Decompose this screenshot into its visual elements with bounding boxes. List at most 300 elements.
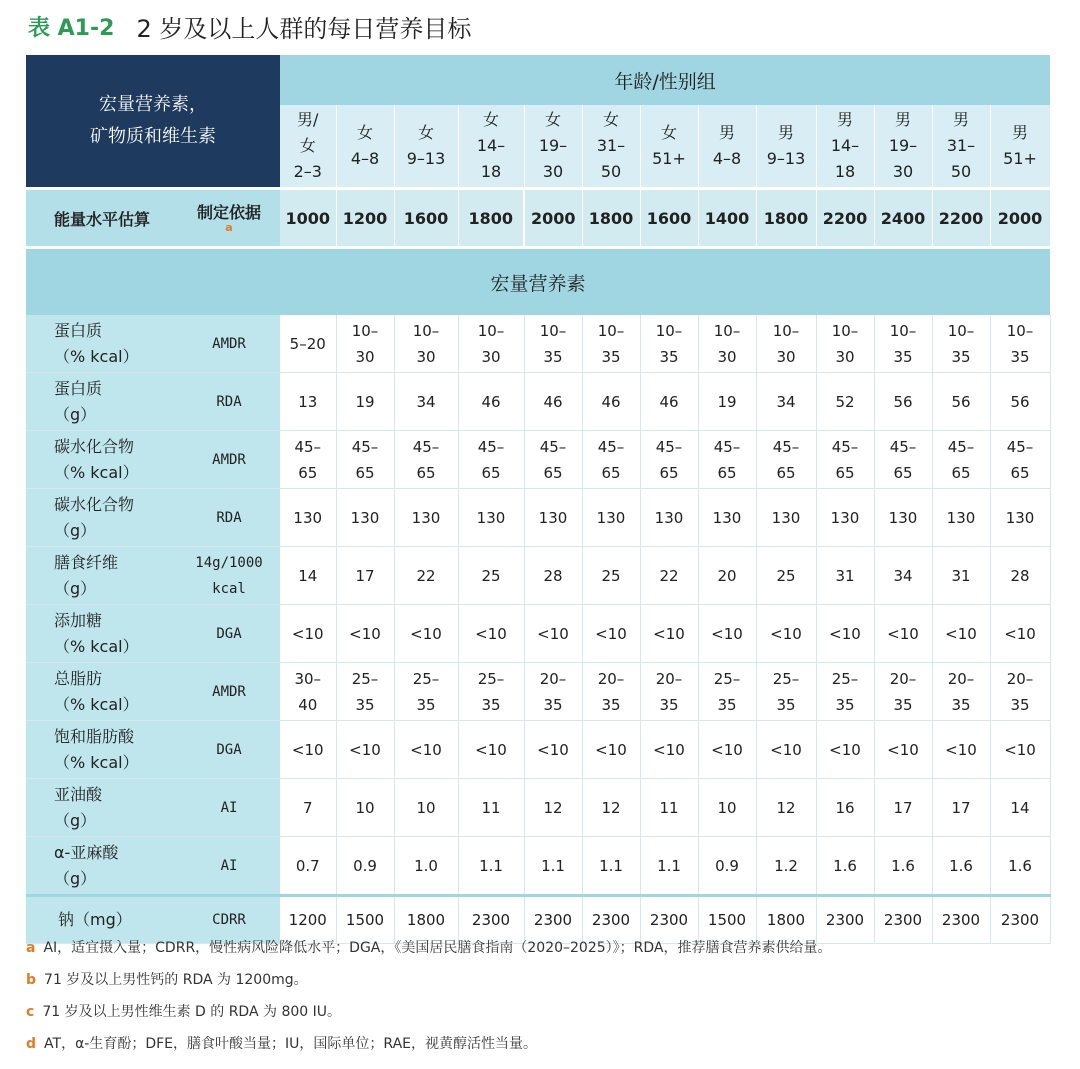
value-cell bbox=[816, 837, 874, 896]
value-line: <10 bbox=[349, 740, 381, 759]
age-group-header bbox=[458, 105, 524, 189]
value-cell bbox=[640, 605, 698, 663]
value-line: 35 bbox=[659, 347, 679, 366]
age-group-line: 19– bbox=[538, 136, 568, 155]
value-cell bbox=[874, 315, 932, 373]
value-line: 65 bbox=[951, 463, 971, 482]
value-cell bbox=[698, 547, 756, 605]
energy-value: 2000 bbox=[990, 189, 1050, 248]
value-line: <10 bbox=[945, 740, 977, 759]
value-line: 45– bbox=[539, 437, 567, 456]
value-line: <10 bbox=[945, 624, 977, 643]
age-group-header bbox=[336, 105, 394, 189]
value-cell bbox=[698, 489, 756, 547]
value-cell bbox=[874, 663, 932, 721]
nutrient-unit: （g） bbox=[54, 810, 97, 830]
age-group-line: 男 bbox=[952, 110, 969, 129]
value-cell bbox=[582, 663, 640, 721]
value-cell bbox=[582, 779, 640, 837]
value-cell bbox=[874, 779, 932, 837]
value-line: 65 bbox=[893, 463, 913, 482]
value-line: 35 bbox=[543, 347, 563, 366]
table-row bbox=[26, 605, 1050, 663]
value-cell bbox=[816, 721, 874, 779]
value-cell bbox=[336, 605, 394, 663]
value-cell bbox=[756, 373, 816, 431]
value-line: 10– bbox=[655, 321, 683, 340]
age-group-line: 女 bbox=[417, 123, 434, 142]
value-cell bbox=[756, 547, 816, 605]
value-line: 10– bbox=[477, 321, 505, 340]
value-line: 25– bbox=[713, 669, 741, 688]
value-line: 1.6 bbox=[1008, 856, 1032, 875]
value-cell bbox=[698, 779, 756, 837]
nutrient-unit: （g） bbox=[54, 578, 97, 598]
header-nutrient-label: 宏量营养素， 矿物质和维生素 bbox=[26, 55, 280, 189]
value-line: 45– bbox=[1006, 437, 1034, 456]
age-group-header bbox=[874, 105, 932, 189]
value-line: 17 bbox=[951, 798, 971, 817]
value-line: 35 bbox=[1010, 347, 1030, 366]
value-line: 30– bbox=[294, 669, 322, 688]
value-line: 25 bbox=[776, 566, 796, 585]
value-line: <10 bbox=[770, 624, 802, 643]
value-line: 130 bbox=[771, 508, 801, 527]
value-cell bbox=[816, 547, 874, 605]
section-macronutrients: 宏量营养素 bbox=[26, 248, 1050, 316]
nutrient-name bbox=[26, 431, 178, 489]
value-cell bbox=[336, 373, 394, 431]
value-cell bbox=[458, 547, 524, 605]
value-line: 65 bbox=[776, 463, 796, 482]
energy-basis: 制定依据 a bbox=[178, 189, 280, 248]
energy-value: 2000 bbox=[524, 189, 582, 248]
value-line: 19 bbox=[355, 392, 375, 411]
value-line: 35 bbox=[776, 695, 796, 714]
value-line: 30 bbox=[717, 347, 737, 366]
value-cell bbox=[394, 779, 458, 837]
energy-value: 2400 bbox=[874, 189, 932, 248]
value-line: 1.1 bbox=[599, 856, 623, 875]
value-cell bbox=[280, 605, 336, 663]
age-group-line: 女 bbox=[544, 110, 561, 129]
value-cell bbox=[640, 779, 698, 837]
value-cell bbox=[990, 721, 1050, 779]
value-line: 130 bbox=[946, 508, 976, 527]
value-line: 20– bbox=[539, 669, 567, 688]
value-cell bbox=[756, 431, 816, 489]
age-group-line: 9–13 bbox=[406, 149, 446, 168]
value-cell bbox=[990, 489, 1050, 547]
footnote-text: 71 岁及以上男性维生素 D 的 RDA 为 800 IU。 bbox=[42, 1004, 341, 1020]
age-group-line: 14– bbox=[830, 136, 860, 155]
basis-line1: AMDR bbox=[212, 451, 246, 468]
nutrient-basis: CDRR bbox=[178, 896, 280, 944]
value-line: 31 bbox=[951, 566, 971, 585]
value-line: <10 bbox=[595, 624, 627, 643]
value-cell bbox=[640, 373, 698, 431]
nutrient-unit: （% kcal） bbox=[54, 462, 139, 482]
age-group-header bbox=[756, 105, 816, 189]
value-cell bbox=[280, 779, 336, 837]
value-cell bbox=[816, 431, 874, 489]
basis-line1: AMDR bbox=[212, 335, 246, 352]
value-cell bbox=[990, 663, 1050, 721]
nutrient-name-line1: 总脂肪 bbox=[54, 668, 103, 688]
value-cell bbox=[990, 373, 1050, 431]
value-line: 40 bbox=[298, 695, 318, 714]
value-cell bbox=[582, 837, 640, 896]
nutrient-name bbox=[26, 663, 178, 721]
nutrient-name bbox=[26, 837, 178, 896]
value-cell bbox=[640, 315, 698, 373]
value-line: 1.1 bbox=[657, 856, 681, 875]
value-line: 130 bbox=[1005, 508, 1035, 527]
value-cell bbox=[874, 837, 932, 896]
basis-line1: RDA bbox=[216, 393, 242, 410]
value-line: 25 bbox=[601, 566, 621, 585]
nutrient-basis bbox=[178, 721, 280, 779]
value-cell bbox=[458, 837, 524, 896]
value-cell bbox=[336, 489, 394, 547]
table-title: 2 岁及以上人群的每日营养目标 bbox=[136, 14, 472, 43]
value-line: <10 bbox=[653, 740, 685, 759]
value-line: 14 bbox=[1010, 798, 1030, 817]
value-cell bbox=[280, 721, 336, 779]
value-cell bbox=[698, 837, 756, 896]
table-row bbox=[26, 431, 1050, 489]
value-line: 45– bbox=[772, 437, 800, 456]
age-group-line: 男 bbox=[1012, 123, 1029, 142]
footnotes bbox=[26, 932, 1056, 1060]
value-line: 30 bbox=[355, 347, 375, 366]
value-line: 65 bbox=[1010, 463, 1030, 482]
value-cell: 2300 bbox=[816, 896, 874, 944]
basis-line1: AMDR bbox=[212, 683, 246, 700]
nutrient-name bbox=[26, 605, 178, 663]
value-cell bbox=[280, 837, 336, 896]
value-cell bbox=[990, 547, 1050, 605]
nutrient-unit: （g） bbox=[54, 520, 97, 540]
value-line: 10– bbox=[1006, 321, 1034, 340]
value-cell bbox=[640, 663, 698, 721]
nutrient-name-line1: 碳水化合物 bbox=[54, 494, 135, 514]
value-line: 56 bbox=[951, 392, 971, 411]
value-cell: 2300 bbox=[932, 896, 990, 944]
nutrient-basis bbox=[178, 315, 280, 373]
value-line: 45– bbox=[713, 437, 741, 456]
value-line: 30 bbox=[416, 347, 436, 366]
value-cell bbox=[816, 489, 874, 547]
value-line: 45– bbox=[412, 437, 440, 456]
value-line: 46 bbox=[601, 392, 621, 411]
value-line: 45– bbox=[294, 437, 322, 456]
footnote-text: AT，α-生育酚；DFE，膳食叶酸当量；IU，国际单位；RAE，视黄醇活性当量。 bbox=[44, 1036, 537, 1052]
age-group-header bbox=[816, 105, 874, 189]
value-line: 1.6 bbox=[891, 856, 915, 875]
value-cell bbox=[280, 547, 336, 605]
value-line: 19 bbox=[717, 392, 737, 411]
basis-line1: AI bbox=[220, 857, 238, 874]
value-cell bbox=[582, 605, 640, 663]
age-group-line: 51+ bbox=[652, 149, 686, 168]
energy-value: 1800 bbox=[582, 189, 640, 248]
value-line: 45– bbox=[655, 437, 683, 456]
value-line: 35 bbox=[601, 695, 621, 714]
nutrient-name-line1: 蛋白质 bbox=[54, 378, 103, 398]
footnote bbox=[26, 1028, 1056, 1060]
value-cell bbox=[458, 489, 524, 547]
value-cell bbox=[524, 489, 582, 547]
value-cell bbox=[816, 373, 874, 431]
value-line: 35 bbox=[481, 695, 501, 714]
table-row bbox=[26, 721, 1050, 779]
value-cell: 1500 bbox=[336, 896, 394, 944]
value-line: 45– bbox=[947, 437, 975, 456]
value-line: 10– bbox=[713, 321, 741, 340]
value-cell bbox=[524, 721, 582, 779]
value-line: 52 bbox=[835, 392, 855, 411]
nutrient-name-line1: 膳食纤维 bbox=[54, 552, 119, 572]
value-line: 35 bbox=[355, 695, 375, 714]
value-cell bbox=[874, 547, 932, 605]
energy-value: 1000 bbox=[280, 189, 336, 248]
energy-value: 1800 bbox=[458, 189, 524, 248]
nutrient-name-line1: 蛋白质 bbox=[54, 320, 103, 340]
nutrient-name bbox=[26, 779, 178, 837]
nutrient-unit: （% kcal） bbox=[54, 694, 139, 714]
value-line: <10 bbox=[711, 740, 743, 759]
value-cell bbox=[698, 663, 756, 721]
value-cell bbox=[640, 837, 698, 896]
footnote bbox=[26, 996, 1056, 1028]
value-line: <10 bbox=[349, 624, 381, 643]
energy-label: 能量水平估算 bbox=[26, 189, 178, 248]
value-cell bbox=[280, 315, 336, 373]
value-line: <10 bbox=[1004, 624, 1036, 643]
value-line: 1.2 bbox=[774, 856, 798, 875]
energy-value: 2200 bbox=[932, 189, 990, 248]
value-cell bbox=[458, 721, 524, 779]
value-line: 130 bbox=[830, 508, 860, 527]
value-cell bbox=[990, 431, 1050, 489]
age-group-line: 50 bbox=[950, 162, 972, 181]
value-cell bbox=[336, 779, 394, 837]
age-group-line: 女 bbox=[660, 123, 677, 142]
value-line: 10 bbox=[355, 798, 375, 817]
value-cell bbox=[932, 373, 990, 431]
value-cell bbox=[524, 663, 582, 721]
value-cell bbox=[932, 837, 990, 896]
value-line: 20 bbox=[717, 566, 737, 585]
value-cell bbox=[458, 315, 524, 373]
table-tag: 表 A1-2 bbox=[28, 15, 115, 41]
value-line: 1.6 bbox=[949, 856, 973, 875]
value-line: 1.6 bbox=[833, 856, 857, 875]
value-cell: 1500 bbox=[698, 896, 756, 944]
age-group-line: 9–13 bbox=[766, 149, 806, 168]
age-group-line: 2–3 bbox=[293, 162, 322, 181]
value-cell bbox=[582, 547, 640, 605]
age-group-line: 女 bbox=[299, 136, 316, 155]
value-line: 20– bbox=[655, 669, 683, 688]
value-line: 34 bbox=[893, 566, 913, 585]
value-cell: 2300 bbox=[640, 896, 698, 944]
value-line: 45– bbox=[889, 437, 917, 456]
nutrient-name bbox=[26, 315, 178, 373]
age-group-line: 30 bbox=[542, 162, 564, 181]
value-line: <10 bbox=[291, 624, 324, 643]
value-line: 31 bbox=[835, 566, 855, 585]
header-age-sex-group: 年龄/性别组 bbox=[280, 55, 1050, 105]
value-cell bbox=[394, 315, 458, 373]
table-row bbox=[26, 315, 1050, 373]
nutrient-basis bbox=[178, 431, 280, 489]
value-cell bbox=[756, 315, 816, 373]
nutrient-basis bbox=[178, 663, 280, 721]
value-line: 28 bbox=[543, 566, 563, 585]
value-line: 130 bbox=[654, 508, 684, 527]
value-line: <10 bbox=[887, 740, 919, 759]
value-cell bbox=[932, 489, 990, 547]
value-line: <10 bbox=[711, 624, 743, 643]
value-line: <10 bbox=[1004, 740, 1036, 759]
value-line: 130 bbox=[888, 508, 918, 527]
value-cell: 1800 bbox=[756, 896, 816, 944]
value-cell bbox=[640, 489, 698, 547]
nutrient-unit: （% kcal） bbox=[54, 636, 139, 656]
value-cell bbox=[874, 489, 932, 547]
value-line: 46 bbox=[659, 392, 679, 411]
value-cell bbox=[336, 315, 394, 373]
nutrient-basis bbox=[178, 373, 280, 431]
value-cell bbox=[756, 663, 816, 721]
value-line: 35 bbox=[835, 695, 855, 714]
value-line: 35 bbox=[1010, 695, 1030, 714]
value-cell bbox=[394, 721, 458, 779]
value-cell: 2300 bbox=[582, 896, 640, 944]
value-cell bbox=[640, 547, 698, 605]
value-cell bbox=[874, 431, 932, 489]
table-row bbox=[26, 837, 1050, 896]
value-cell bbox=[336, 547, 394, 605]
value-line: 35 bbox=[951, 695, 971, 714]
value-line: 1.0 bbox=[414, 856, 438, 875]
value-line: 10– bbox=[889, 321, 917, 340]
footnote-label: c bbox=[26, 1004, 35, 1020]
age-group-header bbox=[640, 105, 698, 189]
nutrition-table bbox=[26, 55, 1051, 944]
value-line: <10 bbox=[475, 624, 507, 643]
value-line: 20– bbox=[947, 669, 975, 688]
value-line: 35 bbox=[951, 347, 971, 366]
value-line: <10 bbox=[653, 624, 685, 643]
value-line: 65 bbox=[835, 463, 855, 482]
value-cell bbox=[932, 547, 990, 605]
age-group-line: 19– bbox=[888, 136, 918, 155]
energy-value: 1800 bbox=[756, 189, 816, 248]
age-group-header bbox=[280, 105, 336, 189]
value-cell bbox=[458, 663, 524, 721]
value-line: 35 bbox=[601, 347, 621, 366]
value-line: 16 bbox=[835, 798, 855, 817]
value-line: 5–20 bbox=[289, 334, 326, 353]
energy-value: 1200 bbox=[336, 189, 394, 248]
value-line: 65 bbox=[298, 463, 318, 482]
value-cell bbox=[582, 315, 640, 373]
value-line: 25– bbox=[477, 669, 505, 688]
value-cell bbox=[524, 315, 582, 373]
value-line: <10 bbox=[410, 624, 442, 643]
value-line: 130 bbox=[596, 508, 626, 527]
value-line: 28 bbox=[1010, 566, 1030, 585]
value-cell bbox=[394, 431, 458, 489]
age-group-line: 男 bbox=[718, 123, 735, 142]
value-cell bbox=[524, 837, 582, 896]
value-cell bbox=[524, 547, 582, 605]
value-cell bbox=[932, 663, 990, 721]
footnote bbox=[26, 964, 1056, 996]
value-line: 10– bbox=[412, 321, 440, 340]
value-cell bbox=[582, 431, 640, 489]
value-cell bbox=[698, 721, 756, 779]
value-cell bbox=[640, 721, 698, 779]
nutrient-name bbox=[26, 489, 178, 547]
basis-line1: RDA bbox=[216, 509, 242, 526]
value-line: 20– bbox=[597, 669, 625, 688]
value-cell bbox=[816, 779, 874, 837]
value-line: 25– bbox=[412, 669, 440, 688]
value-cell: 2300 bbox=[524, 896, 582, 944]
footnote-text: 71 岁及以上男性钙的 RDA 为 1200mg。 bbox=[44, 972, 308, 988]
value-cell bbox=[698, 315, 756, 373]
value-line: 14 bbox=[298, 566, 318, 585]
value-cell bbox=[280, 489, 336, 547]
value-line: 10– bbox=[351, 321, 379, 340]
age-group-line: 31– bbox=[946, 136, 976, 155]
value-line: 10– bbox=[831, 321, 859, 340]
value-cell bbox=[394, 547, 458, 605]
value-cell bbox=[640, 431, 698, 489]
value-cell bbox=[756, 605, 816, 663]
table-row bbox=[26, 373, 1050, 431]
age-group-line: 女 bbox=[356, 123, 373, 142]
value-line: 25– bbox=[831, 669, 859, 688]
age-group-line: 男 bbox=[894, 110, 911, 129]
value-line: 10– bbox=[539, 321, 567, 340]
value-cell bbox=[394, 489, 458, 547]
age-group-line: 男 bbox=[777, 123, 794, 142]
value-line: 65 bbox=[416, 463, 436, 482]
value-line: 25 bbox=[481, 566, 501, 585]
table-row bbox=[26, 547, 1050, 605]
value-cell bbox=[582, 721, 640, 779]
value-line: 0.9 bbox=[715, 856, 739, 875]
nutrient-unit: （g） bbox=[54, 868, 97, 888]
value-line: 35 bbox=[893, 347, 913, 366]
nutrient-name-line1: 饱和脂肪酸 bbox=[54, 726, 135, 746]
value-line: 65 bbox=[601, 463, 621, 482]
value-line: <10 bbox=[537, 624, 569, 643]
value-line: 130 bbox=[538, 508, 568, 527]
energy-value: 1600 bbox=[640, 189, 698, 248]
table-row bbox=[26, 663, 1050, 721]
value-cell bbox=[394, 663, 458, 721]
value-line: 10– bbox=[772, 321, 800, 340]
value-line: 1.1 bbox=[479, 856, 503, 875]
value-cell bbox=[816, 605, 874, 663]
nutrient-name bbox=[26, 373, 178, 431]
